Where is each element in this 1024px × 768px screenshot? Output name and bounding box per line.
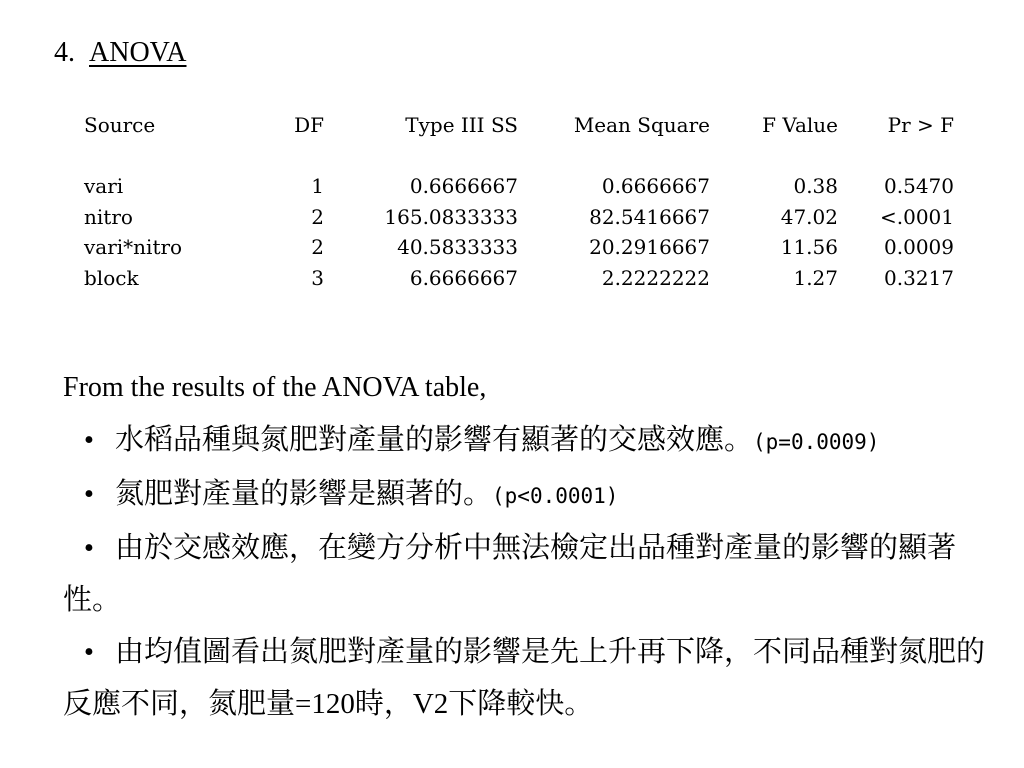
table-spacer (84, 141, 954, 172)
table-row (84, 202, 954, 233)
cell-ms: 2.2222222 (601, 265, 710, 290)
cell-ss: 40.5833333 (397, 235, 518, 259)
cell-source: vari (84, 174, 124, 198)
list-item (63, 626, 1013, 730)
section-heading (54, 36, 187, 70)
header-source: Source (84, 113, 156, 137)
list-item (63, 522, 1013, 626)
conclusion-list (63, 414, 1013, 730)
table-row (84, 171, 954, 202)
header-type3ss: Type III SS (405, 113, 518, 137)
table-row (84, 232, 954, 263)
table-row (84, 263, 954, 294)
cell-ss: 6.6666667 (409, 265, 518, 290)
bullet-text: 由均值圖看出氮肥對產量的影響是先上升再下降，不同品種對氮肥的反應不同，氮肥量=120時，V2下降較快。 (63, 636, 986, 720)
section-title: ANOVA (89, 37, 187, 68)
cell-source: block (84, 265, 139, 290)
cell-source: nitro (84, 204, 133, 229)
cell-p: 0.5470 (884, 174, 954, 198)
cell-f: 0.38 (793, 174, 838, 198)
cell-source: vari*nitro (84, 235, 183, 259)
list-item (63, 468, 1013, 522)
bullet-text: 水稻品種與氮肥對產量的影響有顯著的交感效應。 (115, 424, 754, 456)
header-df: DF (294, 113, 324, 137)
bullet-marker: • (83, 424, 95, 456)
table-header-row (84, 110, 954, 141)
cell-p: 0.0009 (884, 235, 954, 259)
cell-df: 1 (311, 174, 324, 198)
cell-ss: 165.0833333 (384, 204, 518, 229)
cell-p: <.0001 (879, 204, 954, 229)
bullet-note: (p<0.0001) (492, 484, 619, 508)
cell-df: 2 (311, 204, 324, 229)
bullet-marker: • (83, 532, 95, 564)
cell-ms: 82.5416667 (589, 204, 710, 229)
cell-df: 3 (311, 265, 324, 290)
anova-table (84, 110, 954, 293)
bullet-marker: • (83, 478, 95, 510)
bullet-note: (p=0.0009) (753, 430, 880, 454)
cell-ss: 0.6666667 (409, 174, 518, 198)
cell-f: 47.02 (780, 204, 838, 229)
intro-text: From the results of the ANOVA table, (63, 372, 487, 403)
header-pr-f: Pr > F (887, 113, 954, 137)
header-f-value: F Value (762, 113, 838, 137)
cell-f: 1.27 (793, 265, 838, 290)
cell-ms: 0.6666667 (601, 174, 710, 198)
section-number: 4. (54, 37, 75, 68)
bullet-text: 氮肥對產量的影響是顯著的。 (115, 478, 493, 510)
cell-ms: 20.2916667 (589, 235, 710, 259)
list-item (63, 414, 1013, 468)
bullet-marker: • (83, 636, 95, 668)
cell-df: 2 (311, 235, 324, 259)
cell-f: 11.56 (780, 235, 838, 259)
header-mean-square: Mean Square (573, 113, 710, 137)
bullet-text: 由於交感效應，在變方分析中無法檢定出品種對產量的影響的顯著性。 (63, 532, 957, 616)
cell-p: 0.3217 (884, 265, 954, 290)
